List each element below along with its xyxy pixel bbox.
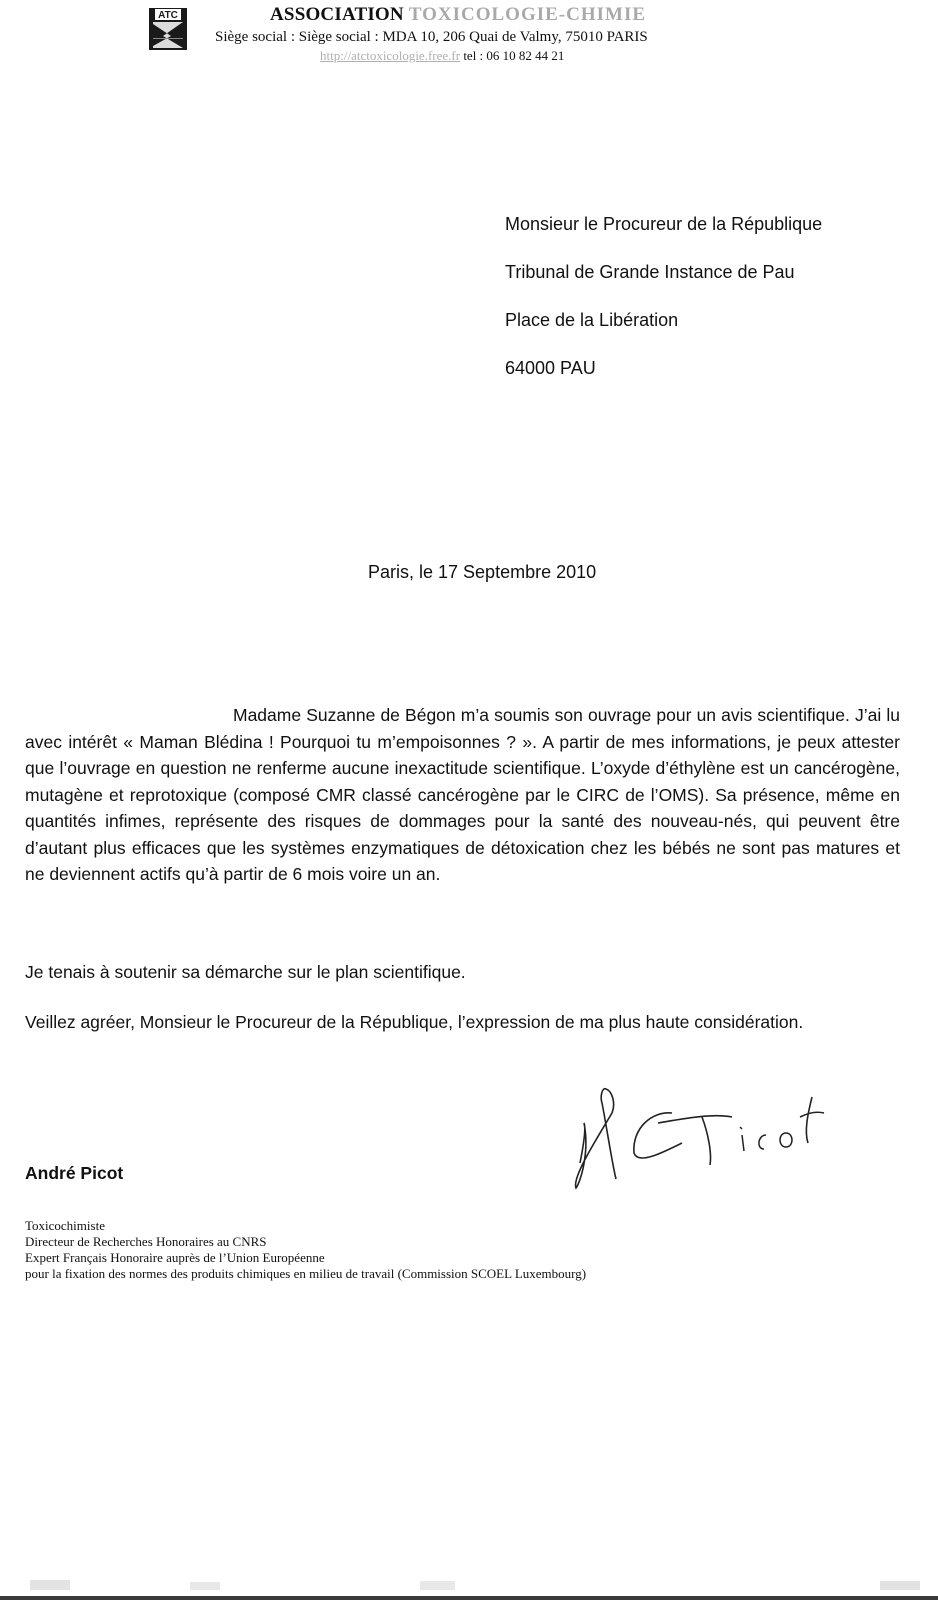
recipient-line-1: Monsieur le Procureur de la République — [505, 214, 823, 234]
org-contact — [320, 48, 564, 64]
letter-date: Paris, le 17 Septembre 2010 — [368, 562, 597, 582]
signer-title-1: Toxicochimiste — [25, 1218, 105, 1233]
signer-name: André Picot — [25, 1163, 124, 1183]
org-phone: tel : 06 10 82 44 21 — [460, 48, 565, 63]
recipient-line-4: 64000 PAU — [505, 358, 596, 378]
signer-title-2: Directeur de Recherches Honoraires au CNRS — [25, 1234, 267, 1249]
body-paragraph-1-text: Madame Suzanne de Bégon m’a soumis son ouvrage pour un avis scientifique. J’ai lu avec intérêt « Maman Blédina ! Pourquoi tu m’empoisonnes ? ». A partir de mes informations, je peux attester que l’ouvrage en question ne renferme aucune inexactitude scientifique. L’oxyde d’éthylène est un cancérogène, mutagène et reprotoxique (composé CMR classé cancérogène par le CIRC de l’OMS). Sa présence, même en quantités infimes, représente des risques de dommages pour la santé des nouveau-nés, qui peuvent être d’autant plus efficaces que les systèmes enzymatiques de détoxication chez les bébés ne sont pas matures et ne deviennent actifs qu’à partir de 6 mois voire un an. — [25, 705, 900, 884]
recipient-line-2: Tribunal de Grande Instance de Pau — [505, 262, 795, 282]
recipient-line-3: Place de la Libération — [505, 310, 679, 330]
scan-edge-noise — [0, 1578, 938, 1600]
body-paragraph-2: Je tenais à soutenir sa démarche sur le plan scientifique. — [25, 962, 466, 982]
org-name-bold: ASSOCIATION — [270, 4, 404, 25]
org-name-light: TOXICOLOGIE-CHIMIE — [408, 4, 647, 25]
body-paragraph-1 — [25, 702, 900, 888]
logo-text: ATC — [158, 10, 178, 21]
org-url[interactable]: http://atctoxicologie.free.fr — [320, 48, 461, 63]
handwritten-signature — [572, 1083, 842, 1193]
body-paragraph-3: Veillez agréer, Monsieur le Procureur de la République, l’expression de ma plus haute considération. — [25, 1012, 804, 1032]
org-address: Siège social : Siège social : MDA 10, 206 Quai de Valmy, 75010 PARIS — [215, 29, 648, 45]
org-name — [270, 4, 646, 26]
signer-title-3: Expert Français Honoraire auprès de l’Union Européenne — [25, 1250, 325, 1265]
signer-title-4: pour la fixation des normes des produits chimiques en milieu de travail (Commission SCOEL Luxembourg) — [25, 1266, 587, 1281]
atc-logo — [149, 8, 187, 50]
